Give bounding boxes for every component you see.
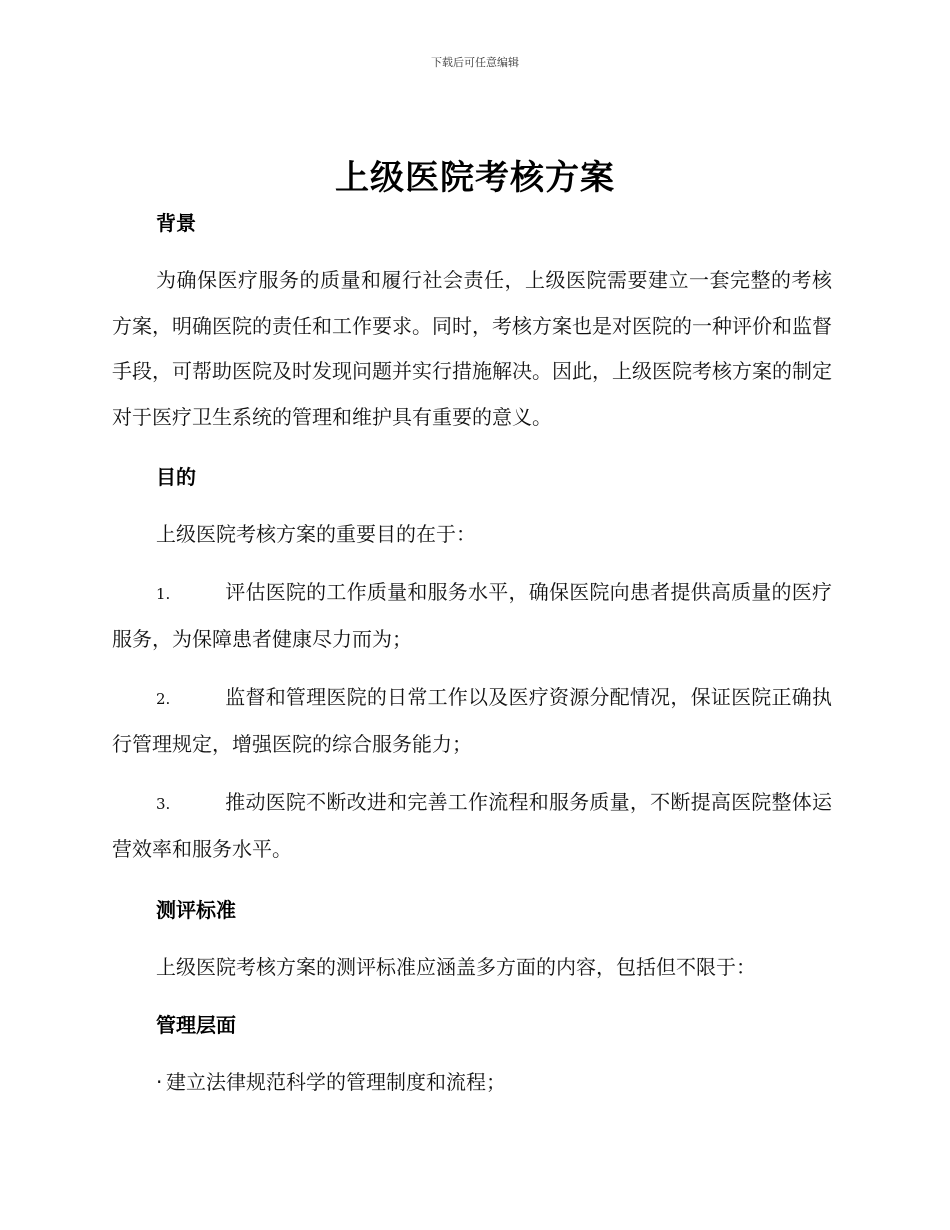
list-number: 2. [156,689,171,708]
section-heading-background: 背景 [156,211,196,235]
header-note: 下载后可任意编辑 [431,56,519,69]
section-heading-purpose: 目的 [156,465,196,489]
section-heading-standards: 测评标准 [156,897,236,922]
background-paragraph: 为确保医疗服务的质量和履行社会责任，上级医院需要建立一套完整的考核方案，明确医院的责任和工作要求。同时，考核方案也是对医院的一种评价和监督手段，可帮助医院及时发现问题并实行措施解决。因此，上级医院考核方案的制定对于医疗卫生系统的管理和维护具有重要的意义。 [112,268,832,429]
purpose-item-1 [112,570,832,663]
list-number: 1. [156,584,171,603]
bullet-text: 建立法律规范科学的管理制度和流程； [166,1070,506,1094]
bullet-icon: · [156,1070,163,1094]
document-title: 上级医院考核方案 [335,158,615,198]
purpose-item-3 [112,780,832,873]
list-number: 3. [156,794,171,813]
document-body [112,200,832,1106]
list-text: 监督和管理医院的日常工作以及医疗资源分配情况，保证医院正确执行管理规定，增强医院的综合服务能力； [112,684,832,756]
list-text: 评估医院的工作质量和服务水平，确保医院向患者提供高质量的医疗服务，为保障患者健康尽力而为； [112,579,832,651]
management-item-1 [156,1060,832,1106]
standards-intro: 上级医院考核方案的测评标准应涵盖多方面的内容，包括但不限于： [156,954,756,979]
section-heading-management: 管理层面 [156,1013,236,1037]
purpose-intro: 上级医院考核方案的重要目的在于： [156,522,476,546]
list-text: 推动医院不断改进和完善工作流程和服务质量，不断提高医院整体运营效率和服务水平。 [112,789,832,861]
purpose-item-2 [112,675,832,768]
